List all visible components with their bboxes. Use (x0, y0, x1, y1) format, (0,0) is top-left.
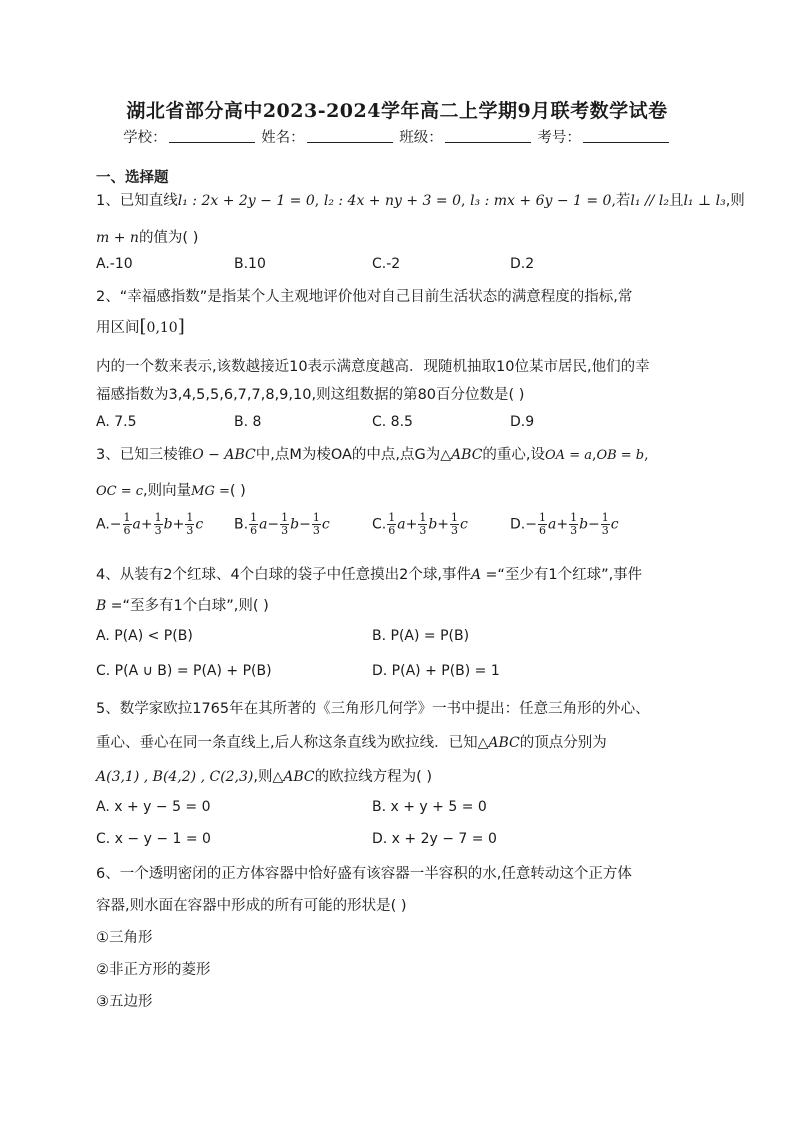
question-number: 5、 (96, 701, 120, 717)
question-2-line-1 (96, 285, 632, 306)
question-5-line-1 (96, 697, 650, 718)
q3-vector-mg: MG = (191, 484, 230, 499)
section-title: 一、选择题 (96, 170, 169, 186)
question-number: 2、 (96, 289, 120, 305)
q1-perpendicular-condition: l₁ ⊥ l₃ (683, 193, 726, 209)
q5-triangle: △ABC (272, 769, 315, 785)
q5-text: ,则 (253, 769, 273, 785)
q1-option-c[interactable]: C.-2 (372, 256, 401, 272)
q6-text: 一个透明密闭的正方体容器中恰好盛有该容器一半容积的水,任意转动这个正方体 (119, 866, 632, 882)
q5-text: 重心、垂心在同一条直线上,后人称这条直线为欧拉线．已知 (96, 735, 478, 751)
q2-option-b[interactable]: B. 8 (234, 414, 262, 430)
q4-option-b[interactable]: B. P(A) = P(B) (372, 628, 470, 644)
q4-text: 从装有2个红球、4个白球的袋子中任意摸出2个球,事件 (119, 567, 472, 583)
class-label: 班级： (399, 130, 443, 146)
question-5-line-2 (96, 731, 607, 752)
name-blank[interactable] (307, 128, 393, 143)
question-number: 4、 (96, 567, 120, 583)
q1-option-a[interactable]: A.-10 (96, 256, 133, 272)
q3-vector-ob: OB = b (596, 448, 645, 463)
question-6-line-2: 容器,则水面在容器中形成的所有可能的形状是( ) (96, 898, 407, 914)
question-6-line-1 (96, 862, 632, 883)
question-2-line-4: 福感指数为3,4,5,5,6,7,7,8,9,10,则这组数据的第80百分位数是( ) (96, 387, 525, 403)
q4-text: “至少有1个红球”,事件 (497, 567, 643, 583)
q3-text: 已知三棱锥 (119, 447, 193, 463)
q4-option-a[interactable]: A. P(A) < P(B) (96, 628, 193, 644)
q4-event-a: A = (471, 567, 498, 583)
q3-text: ,则向量 (143, 483, 192, 499)
q3-vector-oc: OC = c (96, 484, 144, 499)
q5-option-a[interactable]: A. x + y − 5 = 0 (96, 799, 211, 815)
q3-text: ( ) (229, 483, 246, 499)
question-number: 6、 (96, 866, 120, 882)
q5-text: 的顶点分别为 (519, 735, 607, 751)
class-blank[interactable] (445, 128, 531, 143)
question-3-line-1: 3、已知三棱锥O − ABC中,点M为棱OA的中点,点G为△ABC的重心,设OA = a,OB = b, (96, 447, 649, 463)
question-4-line-1 (96, 563, 642, 584)
school-blank[interactable] (169, 128, 255, 143)
q5-triangle: △ABC (477, 735, 520, 751)
q3-tetrahedron: O − ABC (192, 447, 256, 463)
q1-text-then: ,则 (725, 193, 745, 209)
q3-option-d[interactable]: D.− $\frac{1}{6}$ a+ $\frac{1}{3}$ b− $\frac{1}{3}$ c (510, 511, 619, 537)
q1-line-l1: l₁ : 2x + 2y − 1 = 0 (177, 193, 315, 209)
q3-option-a[interactable]: A.− $\frac{1}{6}$ a+ $\frac{1}{3}$ b+ $\frac{1}{3}$ c (96, 511, 204, 537)
q3-option-c[interactable]: C. $\frac{1}{6}$ a+ $\frac{1}{3}$ b+ $\frac{1}{3}$ c (372, 511, 468, 537)
question-4-line-2 (96, 594, 269, 615)
q1-text-if: 若 (615, 193, 631, 209)
q2-option-a[interactable]: A. 7.5 (96, 414, 137, 430)
q6-item-3: ③五边形 (96, 994, 153, 1010)
q1-option-d[interactable]: D.2 (510, 256, 535, 272)
q5-option-d[interactable]: D. x + 2y − 7 = 0 (372, 831, 497, 847)
q2-option-c[interactable]: C. 8.5 (372, 414, 413, 430)
name-label: 姓名： (261, 130, 305, 146)
q1-text-value: 的值为( ) (138, 230, 199, 246)
question-1-line-2 (96, 226, 198, 247)
q5-text: 数学家欧拉1765年在其所著的《三角形几何学》一书中提出：任意三角形的外心、 (119, 701, 650, 717)
exam-title: 湖北省部分高中2023-2024学年高二上学期9月联考数学试卷 (126, 100, 668, 122)
question-2-line-3: 内的一个数来表示,该数越接近10表示满意度越高．现随机抽取10位某市居民,他们的幸 (96, 359, 650, 375)
q2-text: 用区间 (96, 320, 140, 336)
q1-text-and: 且 (668, 193, 684, 209)
q5-option-b[interactable]: B. x + y + 5 = 0 (372, 799, 487, 815)
q6-item-2: ②非正方形的菱形 (96, 962, 211, 978)
q1-line-l3: l₃ : mx + 6y − 1 = 0 (470, 193, 612, 209)
q6-item-1: ①三角形 (96, 930, 153, 946)
q2-interval: 0,10 (146, 320, 178, 336)
question-3-line-2 (96, 479, 246, 500)
q5-option-c[interactable]: C. x − y − 1 = 0 (96, 831, 211, 847)
q4-text: “至多有1个白球”,则( ) (122, 598, 269, 614)
q3-text: 中,点M为棱OA的中点,点G为 (255, 447, 441, 463)
q1-option-b[interactable]: B.10 (234, 256, 266, 272)
question-1-line-1: 1、已知直线l₁ : 2x + 2y − 1 = 0, l₂ : 4x + ny + 3 = 0, l₃ : mx + 6y − 1 = 0,若l₁ // l₂且l₁ ⊥ l₃,则 (96, 193, 745, 209)
q4-option-c[interactable]: C. P(A ∪ B) = P(A) + P(B) (96, 663, 272, 679)
question-number: 1、 (96, 193, 120, 209)
q1-text: 已知直线 (119, 193, 178, 209)
q3-option-b[interactable]: B. $\frac{1}{6}$ a− $\frac{1}{3}$ b− $\frac{1}{3}$ c (234, 511, 330, 537)
q5-text: 的欧拉线方程为( ) (314, 769, 433, 785)
number-blank[interactable] (583, 128, 669, 143)
q2-text: “幸福感指数”是指某个人主观地评价他对自己目前生活状态的满意程度的指标,常 (119, 289, 633, 305)
q3-vector-oa: OA = a (545, 448, 592, 463)
number-label: 考号： (537, 130, 581, 146)
q5-vertices: A(3,1) , B(4,2) , C(2,3) (96, 769, 254, 785)
q3-text: 的重心,设 (482, 447, 546, 463)
question-5-line-3 (96, 765, 432, 786)
student-info-row (0, 126, 794, 147)
q1-line-l2: l₂ : 4x + ny + 3 = 0 (323, 193, 461, 209)
school-label: 学校： (123, 130, 167, 146)
q4-event-b: B = (96, 598, 123, 614)
q3-triangle: △ABC (440, 447, 483, 463)
q1-parallel-condition: l₁ // l₂ (630, 193, 669, 209)
question-2-line-2: 用区间[0,10] (96, 316, 185, 337)
q4-option-d[interactable]: D. P(A) + P(B) = 1 (372, 663, 500, 679)
q1-expression: m + n (96, 230, 139, 246)
q2-option-d[interactable]: D.9 (510, 414, 535, 430)
question-number: 3、 (96, 447, 120, 463)
